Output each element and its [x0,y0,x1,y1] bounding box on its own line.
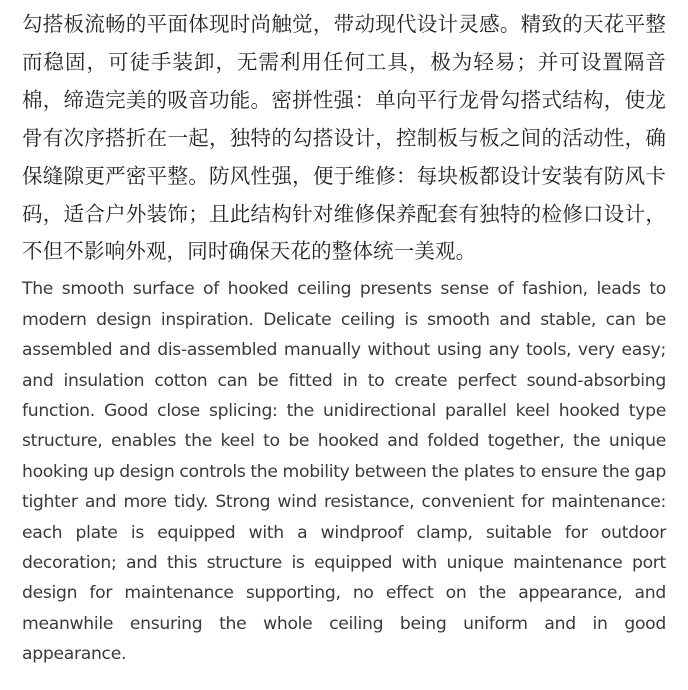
chinese-description-paragraph: 勾搭板流畅的平面体现时尚触觉，带动现代设计灵感。精致的天花平整而稳固，可徒手装卸，无需利用任何工具，极为轻易；并可设置隔音棉，缔造完美的吸音功能。密拼性强：单向平行龙骨勾搭式结构，使龙骨有次序搭折在一起，独特的勾搭设计，控制板与板之间的活动性，确保缝隙更严密平整。防风性强，便于维修：每块板都设计安装有防风卡码，适合户外装饰；且此结构针对维修保养配套有独特的检修口设计，不但不影响外观，同时确保天花的整体统一美观。 [22,12,666,264]
english-description-paragraph: The smooth surface of hooked ceiling presents sense of fashion, leads to modern design inspiration. Delicate ceiling is smooth and stable, can be assembled and dis-assembled manually without using any tools, very easy; and insulation cotton can be fitted in to create perfect sound-absorbing function. Good close splicing: the unidirectional parallel keel hooked type structure, enables the keel to be hooked and folded together, the unique hooking up design controls the mobility between the plates to ensure the gap tighter and more tidy. Strong wind resistance, convenient for maintenance: each plate is equipped with a windproof clamp, suitable for outdoor decoration; and this structure is equipped with unique maintenance port design for maintenance supporting, no effect on the appearance, and meanwhile ensuring the whole ceiling being uniform and in good appearance. [22,279,666,665]
